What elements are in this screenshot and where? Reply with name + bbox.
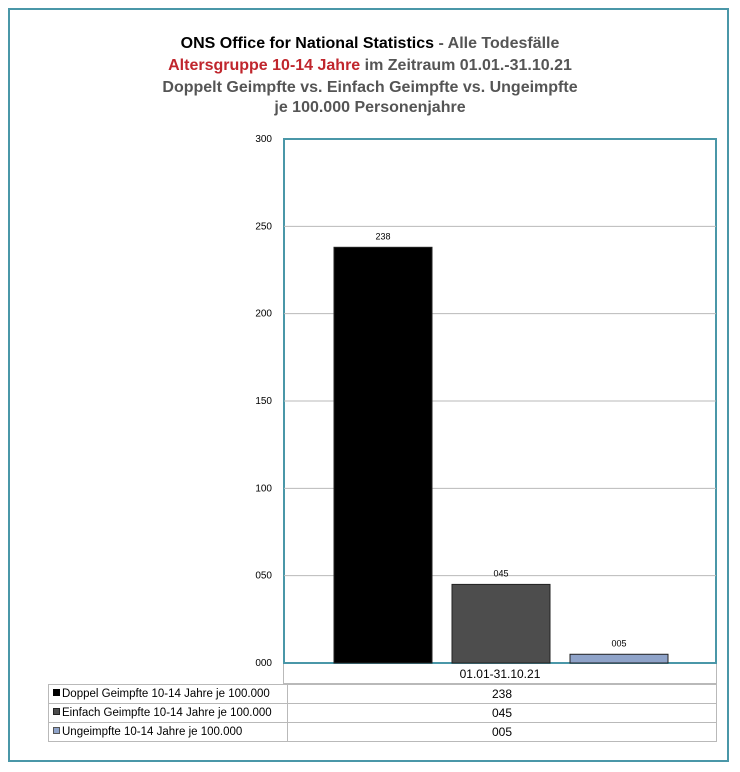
title-separator: - — [434, 35, 448, 52]
title-period: im Zeitraum 01.01.-31.10.21 — [360, 57, 572, 74]
y-tick-label: 050 — [255, 570, 272, 582]
title-source: ONS Office for National Statistics — [180, 35, 435, 52]
category-label: 01.01-31.10.21 — [283, 664, 717, 684]
legend-data-table — [48, 684, 717, 742]
title-age-group: Altersgruppe 10-14 Jahre — [168, 57, 361, 74]
legend-label-cell — [49, 723, 288, 742]
y-tick-label: 300 — [255, 134, 272, 145]
legend-label-cell — [49, 685, 288, 704]
data-label: 005 — [611, 638, 627, 649]
title-topic: Alle Todesfälle — [447, 35, 560, 52]
legend-label-cell — [49, 704, 288, 723]
legend-swatch — [53, 689, 60, 696]
legend-swatch — [53, 708, 60, 715]
legend-value-cell: 238 — [288, 685, 717, 704]
data-label: 238 — [375, 231, 391, 242]
legend-swatch — [53, 727, 60, 734]
data-label: 045 — [493, 568, 509, 579]
legend-row — [49, 704, 717, 723]
bar — [570, 654, 668, 663]
chart-unit-note: je 100.000 Personenjahre — [274, 99, 466, 116]
y-tick-label: 250 — [255, 221, 272, 233]
bar — [452, 584, 550, 663]
legend-series-name: Einfach Geimpfte 10-14 Jahre je 100.000 — [62, 707, 272, 719]
bar — [334, 247, 432, 663]
legend-row — [49, 685, 717, 704]
legend-value-cell: 045 — [288, 704, 717, 723]
y-tick-label: 150 — [255, 396, 272, 407]
legend-row — [49, 723, 717, 742]
y-tick-label: 100 — [255, 483, 272, 495]
legend-series-name: Ungeimpfte 10-14 Jahre je 100.000 — [62, 726, 243, 738]
y-tick-label: 200 — [255, 308, 272, 320]
y-tick-label: 000 — [255, 658, 272, 669]
legend-value-cell: 005 — [288, 723, 717, 742]
legend-series-name: Doppel Geimpfte 10-14 Jahre je 100.000 — [62, 688, 270, 700]
chart-subtitle: Doppelt Geimpfte vs. Einfach Geimpfte vs. Ungeimpfte — [162, 79, 578, 96]
